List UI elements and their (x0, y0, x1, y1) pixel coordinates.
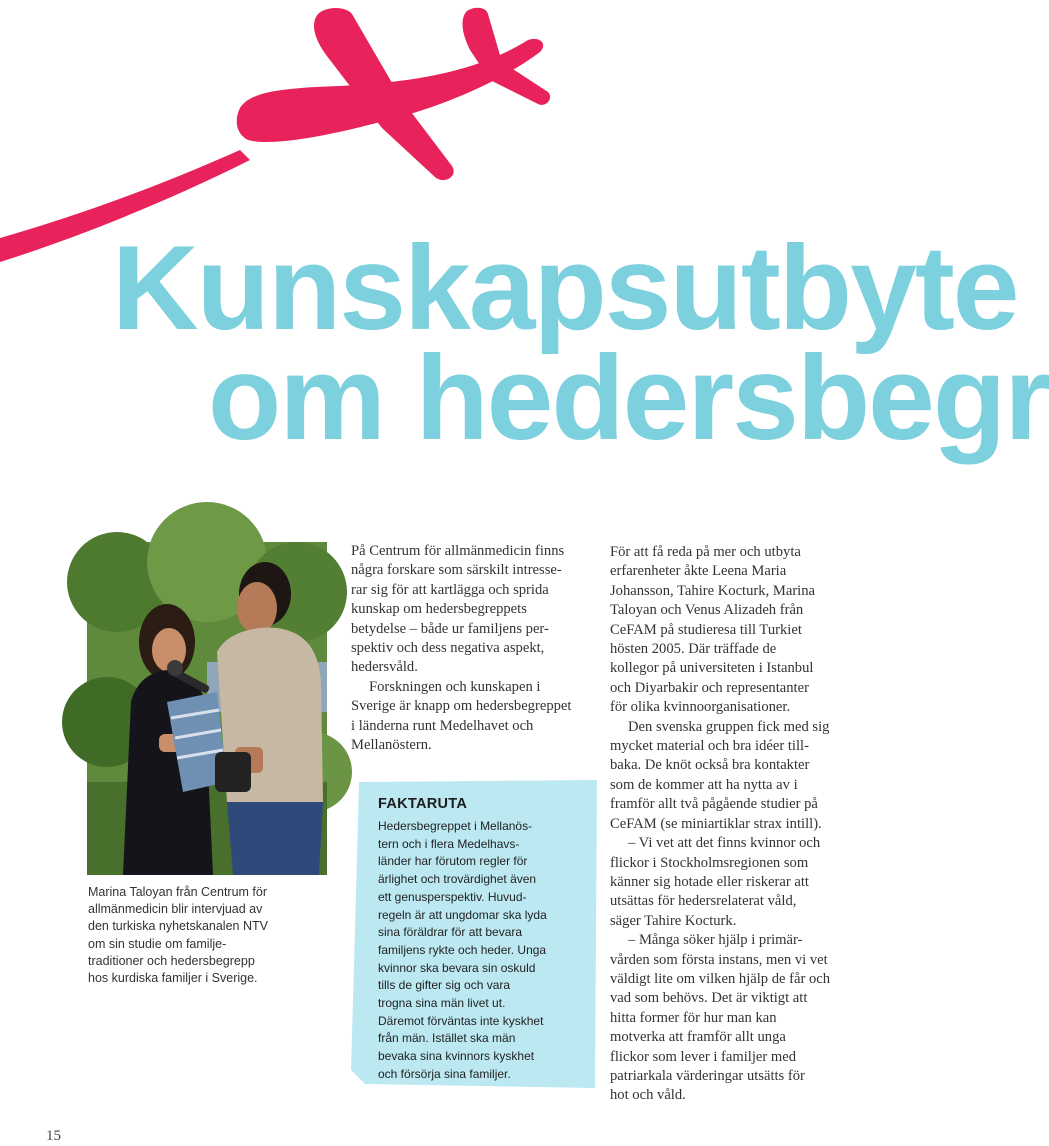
page-title-line-1: Kunskapsutbyte (112, 221, 1018, 355)
right-paragraph-4: – Många söker hjälp i primär- vården som första instans, men vi vet väldigt lite om vilken hjälp de får och vad som behövs. Det är viktigt att hitta former för hur man kan motverka att framför allt unga flickor som lever i familjer med patriarkala värderingar utsätts för hot och våld. (610, 932, 831, 1104)
photo-caption: Marina Taloyan från Centrum för allmänmedicin blir intervjuad av den turkiska nyhetskanalen NTV om sin studie om familje- traditioner och hedersbegrepp hos kurdiska familjer i Sverige. (88, 885, 268, 986)
middle-column (351, 542, 597, 755)
right-column (610, 543, 860, 1106)
middle-paragraph-1: På Centrum för allmänmedicin finns några forskare som särskilt intresse- rar sig för att kartlägga och sprida kunskap om hedersbegreppets betydelse – både ur familjens per- spektiv och dess negativa aspekt, hedersvåld. (351, 543, 565, 676)
fact-box-heading: FAKTARUTA (378, 796, 468, 812)
right-paragraph-2: Den svenska gruppen fick med sig mycket material och bra idéer till- baka. De knöt också bra kontakter som de kommer att ha nytta av i framför allt två pågående studier på CeFAM (se miniartiklar strax intill). (610, 718, 830, 832)
middle-paragraph-2: Forskningen och kunskapen i Sverige är knapp om hedersbegreppet i länderna runt Medelhavet och Mellanöstern. (351, 678, 572, 754)
fact-box (351, 780, 599, 1090)
page-title-line-2: om hedersbegr (208, 331, 1049, 465)
right-paragraph-3: – Vi vet att det finns kvinnor och flickor i Stockholmsregionen som känner sig hotade eller riskerar att utsättas för hedersrelaterat våld, säger Tahire Kocturk. (610, 835, 821, 929)
interview-photo (87, 542, 327, 875)
fact-box-body: Hedersbegreppet i Mellanös- tern och i flera Medelhavs- länder har förutom regler för ärlighet och trovärdighet även ett genusperspektiv. Huvud- regeln är att ungdomar ska lyda sina föräldrar för att bevara familjens rykte och heder. Unga kvinnor ska bevara sin oskuld tills de gifter sig och vara trogna sina män livet ut. Däremot förväntas inte kyskhet från män. Istället ska män bevaka sina kvinnors kyskhet och försörja sina familjer. (378, 819, 547, 1081)
right-paragraph-1: För att få reda på mer och utbyta erfarenheter åkte Leena Maria Johansson, Tahire Kocturk, Marina Taloyan och Venus Alizadeh från CeFAM på studieresa till Turkiet hösten 2005. Där träffade de kollegor på universiteten i Istanbul och Diyarbakir och representanter för olika kvinnoorganisationer. (610, 544, 816, 716)
page-number: 15 (46, 1128, 61, 1144)
